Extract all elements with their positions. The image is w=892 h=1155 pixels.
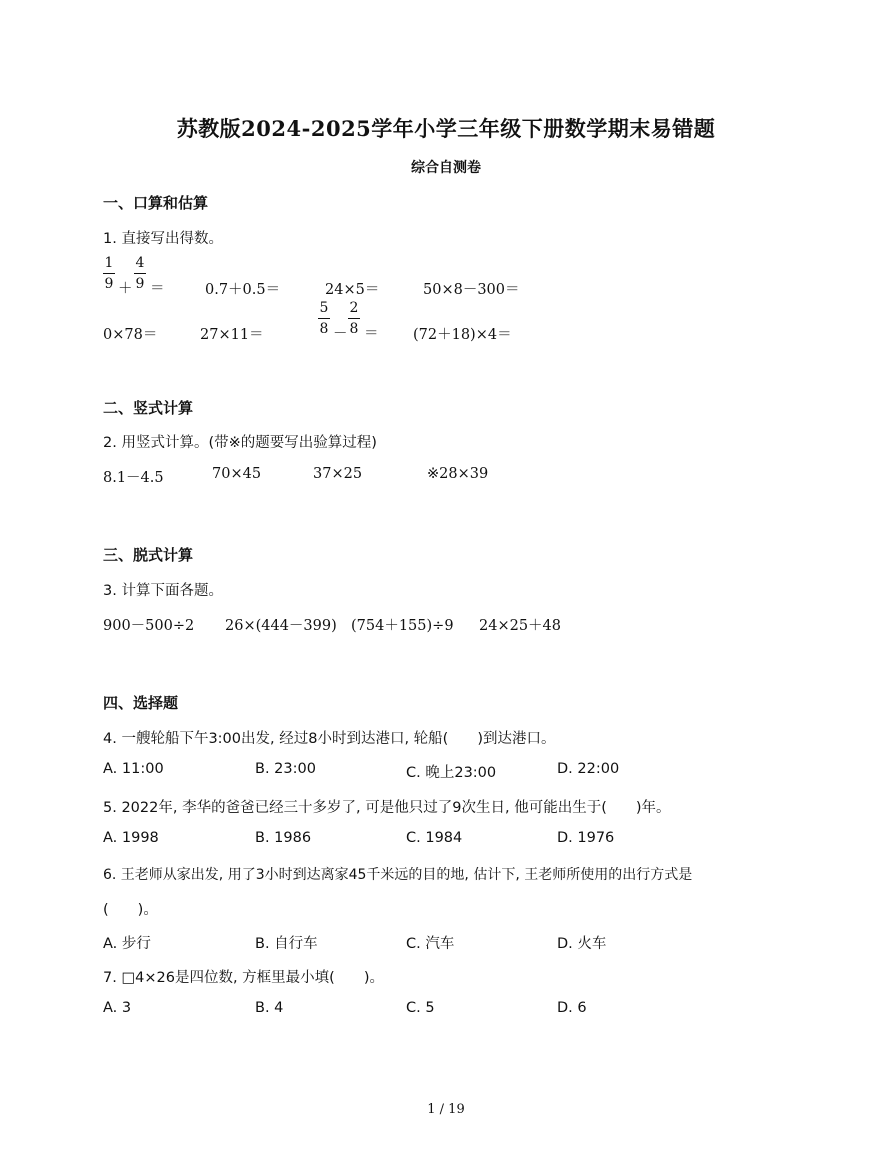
fraction-bar <box>318 318 330 319</box>
question-5-option-d: D. 1976 <box>557 830 615 846</box>
equals-sign: ＝ <box>364 326 379 342</box>
question-3-stem: 3. 计算下面各题。 <box>103 583 223 599</box>
fraction-numerator: 4 <box>135 255 145 271</box>
fraction-denominator: 9 <box>135 276 145 292</box>
question-5-option-a: A. 1998 <box>103 830 159 846</box>
question-6-option-b: B. 自行车 <box>255 936 318 952</box>
page-number: 1 / 19 <box>427 1102 465 1117</box>
vertical-calc-item: 70×45 <box>212 466 262 482</box>
question-7-option-d: D. 6 <box>557 1000 587 1016</box>
stepwise-calc-item: (754＋155)÷9 <box>351 618 454 634</box>
vertical-calc-item: 8.1－4.5 <box>103 470 164 486</box>
section-heading-mental-math: 一、口算和估算 <box>103 194 209 212</box>
question-6-option-c: C. 汽车 <box>406 936 455 952</box>
question-7-option-b: B. 4 <box>255 1000 284 1016</box>
fraction-1-9 <box>103 255 115 292</box>
section-heading-stepwise-calc: 三、脱式计算 <box>103 546 194 564</box>
fraction-numerator: 5 <box>319 300 329 316</box>
fraction-numerator: 1 <box>104 255 114 271</box>
mental-math-item: 50×8－300＝ <box>423 282 520 298</box>
question-7-option-c: C. 5 <box>406 1000 435 1016</box>
fraction-bar <box>134 273 146 274</box>
question-6-option-d: D. 火车 <box>557 936 607 952</box>
fraction-4-9 <box>134 255 146 292</box>
fraction-bar <box>103 273 115 274</box>
plus-sign: ＋ <box>118 281 133 297</box>
question-4-option-b: B. 23:00 <box>255 761 316 777</box>
minus-sign: － <box>333 326 348 342</box>
fraction-denominator: 8 <box>319 321 329 337</box>
question-2-stem: 2. 用竖式计算。(带※的题要写出验算过程) <box>103 435 377 451</box>
question-4-stem: 4. 一艘轮船下午3:00出发, 经过8小时到达港口, 轮船( )到达港口。 <box>103 731 556 747</box>
document-title: 苏教版2024-2025学年小学三年级下册数学期末易错题 <box>176 116 716 141</box>
question-4-option-d: D. 22:00 <box>557 761 620 777</box>
fraction-bar <box>348 318 360 319</box>
fraction-denominator: 9 <box>104 276 114 292</box>
fraction-numerator: 2 <box>349 300 359 316</box>
fraction-denominator: 8 <box>349 321 359 337</box>
question-6-stem-line2: ( )。 <box>103 902 158 918</box>
fraction-2-8 <box>348 300 360 337</box>
question-4-option-a: A. 11:00 <box>103 761 164 777</box>
mental-math-item: (72＋18)×4＝ <box>413 327 512 343</box>
document-subtitle: 综合自测卷 <box>411 160 481 176</box>
question-1-stem: 1. 直接写出得数。 <box>103 231 223 247</box>
question-6-option-a: A. 步行 <box>103 936 151 952</box>
fraction-5-8 <box>318 300 330 337</box>
question-5-option-c: C. 1984 <box>406 830 463 846</box>
question-7-stem: 7. □4×26是四位数, 方框里最小填( )。 <box>103 970 385 986</box>
stepwise-calc-item: 900－500÷2 <box>103 618 195 634</box>
question-7-option-a: A. 3 <box>103 1000 132 1016</box>
question-4-option-c: C. 晚上23:00 <box>406 765 497 781</box>
vertical-calc-item: ※28×39 <box>427 466 489 482</box>
stepwise-calc-item: 26×(444－399) <box>225 618 337 634</box>
stepwise-calc-item: 24×25＋48 <box>479 618 562 634</box>
section-heading-multiple-choice: 四、选择题 <box>103 694 179 712</box>
section-heading-vertical-calc: 二、竖式计算 <box>103 399 194 417</box>
question-6-stem-line1: 6. 王老师从家出发, 用了3小时到达离家45千米远的目的地, 估计下, 王老师所使用的出行方式是 <box>103 867 693 883</box>
question-5-stem: 5. 2022年, 李华的爸爸已经三十多岁了, 可是他只过了9次生日, 他可能出生于( )年。 <box>103 800 671 816</box>
equals-sign: ＝ <box>150 281 165 297</box>
vertical-calc-item: 37×25 <box>313 466 363 482</box>
mental-math-item: 0.7＋0.5＝ <box>205 282 281 298</box>
question-5-option-b: B. 1986 <box>255 830 312 846</box>
mental-math-item: 27×11＝ <box>200 327 264 343</box>
mental-math-item: 0×78＝ <box>103 327 158 343</box>
mental-math-item: 24×5＝ <box>325 282 380 298</box>
